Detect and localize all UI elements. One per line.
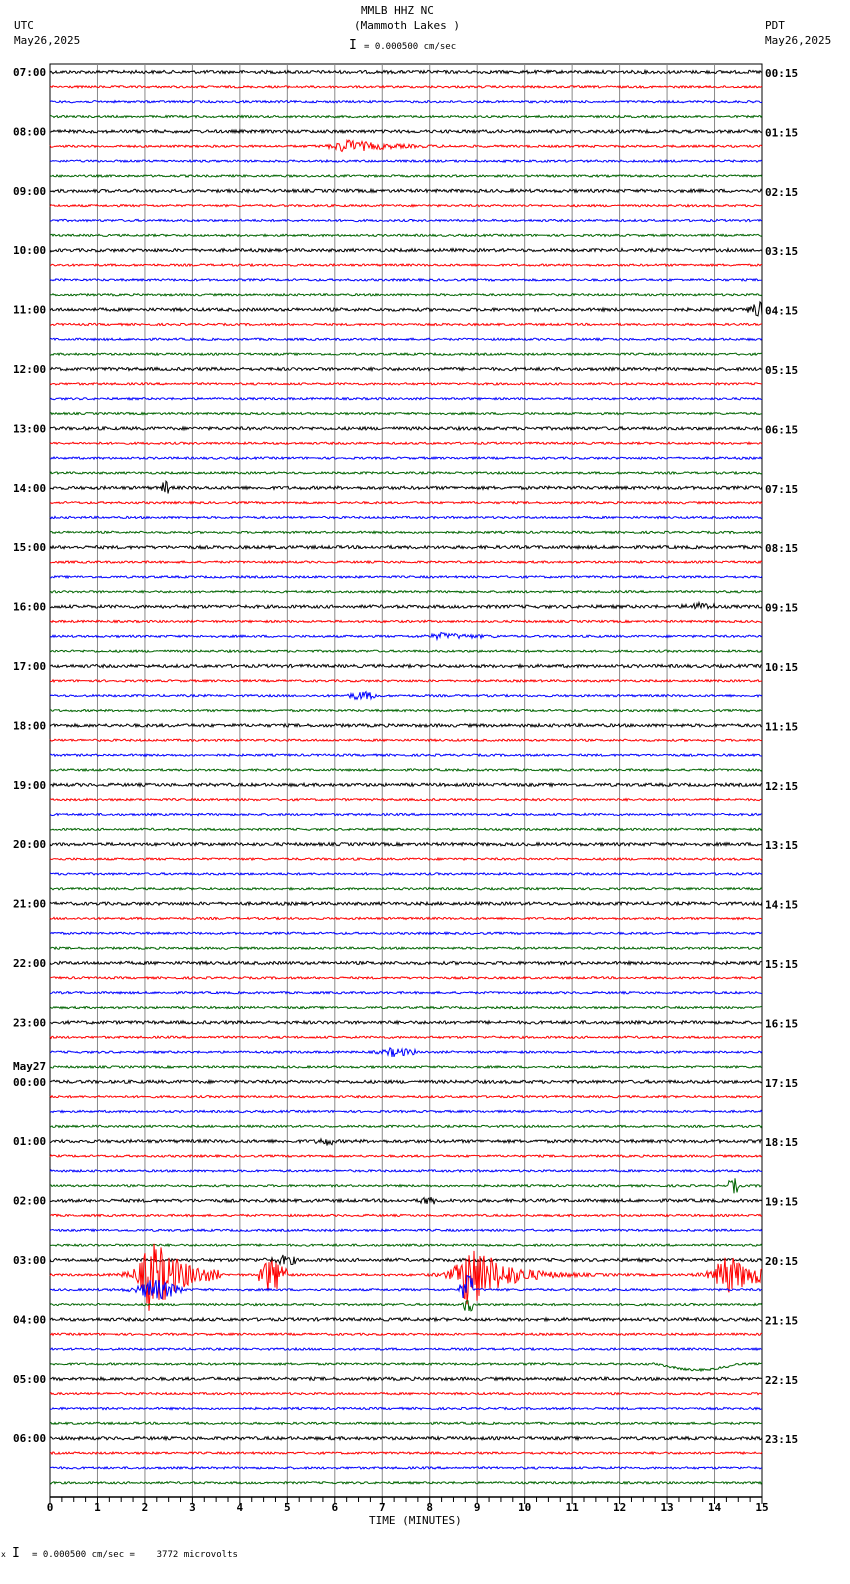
trace-line (50, 992, 762, 994)
trace-line (50, 1110, 762, 1112)
trace-line (50, 338, 762, 340)
pdt-hour-label: 06:15 (765, 423, 799, 437)
date-change-label: May27 (13, 1059, 47, 1073)
trace-line (50, 888, 762, 890)
trace-line (50, 873, 762, 875)
trace-line (50, 1318, 762, 1321)
trace-line (50, 502, 762, 504)
utc-hour-label: 17:00 (13, 660, 47, 673)
trace-line (50, 1139, 762, 1146)
x-tick-label: 2 (141, 1501, 149, 1514)
trace-line (50, 664, 762, 667)
trace-line (50, 1170, 762, 1172)
utc-hour-label: 05:00 (13, 1372, 47, 1386)
trace-line (50, 1333, 762, 1335)
utc-hour-label: 03:00 (13, 1254, 47, 1267)
pdt-hour-label: 10:15 (765, 661, 799, 674)
x-tick-label: 8 (426, 1501, 434, 1514)
trace-line (50, 739, 762, 741)
trace-line (50, 1096, 762, 1098)
trace-line (50, 576, 762, 578)
trace-line (50, 620, 762, 622)
station-title: MMLB HHZ NC (361, 4, 434, 17)
trace-line (50, 902, 762, 905)
trace-line (50, 932, 762, 934)
utc-hour-label: 00:00 (13, 1075, 47, 1089)
x-tick-label: 7 (378, 1501, 386, 1514)
trace-line (50, 1244, 762, 1246)
trace-line (50, 1048, 762, 1057)
trace-line (50, 531, 762, 533)
trace-line (50, 1363, 762, 1371)
trace-line (50, 457, 762, 459)
x-tick-label: 14 (707, 1501, 722, 1514)
trace-line (50, 279, 762, 281)
trace-line (50, 828, 762, 830)
trace-line (50, 205, 762, 207)
utc-hour-label: 13:00 (13, 422, 47, 436)
pdt-hour-label: 22:15 (765, 1373, 799, 1387)
x-axis-label: TIME (MINUTES) (369, 1514, 462, 1527)
trace-line (50, 302, 762, 316)
utc-hour-label: 18:00 (13, 719, 47, 733)
trace-line (50, 472, 762, 474)
trace-line (50, 427, 762, 430)
trace-line (50, 1229, 762, 1231)
trace-line (50, 1066, 762, 1068)
trace-line (50, 383, 762, 385)
utc-hour-label: 19:00 (13, 778, 47, 792)
pdt-hour-label: 02:15 (765, 185, 799, 199)
x-tick-label: 12 (612, 1501, 627, 1514)
trace-line (50, 1452, 762, 1454)
trace-line (50, 1467, 762, 1469)
trace-line (50, 234, 762, 236)
trace-line (50, 130, 762, 133)
x-tick-label: 6 (331, 1501, 339, 1514)
footer-marker-icon: x (1, 1550, 6, 1559)
pdt-hour-label: 23:15 (765, 1433, 799, 1447)
trace-line (50, 1080, 762, 1083)
trace-line (50, 249, 762, 252)
trace-line (50, 1301, 762, 1311)
trace-line (50, 101, 762, 103)
utc-hour-label: 22:00 (13, 957, 47, 970)
trace-line (50, 1422, 762, 1424)
trace-line (50, 323, 762, 325)
pdt-hour-label: 20:15 (765, 1255, 799, 1268)
trace-line (50, 1377, 762, 1380)
trace-line (50, 398, 762, 400)
trace-line (50, 1197, 762, 1204)
footer-scale-text: = 0.000500 cm/sec = 3772 microvolts (32, 1550, 238, 1560)
utc-hour-label: 21:00 (13, 897, 47, 911)
pdt-hour-label: 11:15 (765, 720, 799, 734)
utc-hour-label: 10:00 (13, 244, 47, 258)
trace-line (50, 692, 762, 700)
trace-line (50, 961, 762, 964)
trace-line (50, 516, 762, 518)
trace-line (50, 1021, 762, 1024)
trace-line (50, 650, 762, 652)
utc-hour-label: 15:00 (13, 541, 47, 555)
trace-line (50, 754, 762, 756)
left-timezone: UTC (14, 19, 34, 32)
right-date: May26,2025 (765, 34, 832, 47)
trace-line (50, 1244, 762, 1311)
trace-line (50, 413, 762, 415)
x-tick-label: 10 (518, 1501, 532, 1514)
utc-hour-label: 12:00 (13, 363, 47, 376)
trace-line (50, 724, 762, 727)
utc-hour-label: 04:00 (13, 1313, 47, 1327)
trace-line (50, 917, 762, 919)
trace-line (50, 367, 762, 370)
pdt-hour-label: 12:15 (765, 779, 799, 793)
pdt-hour-label: 18:15 (765, 1136, 799, 1150)
utc-hour-label: 02:00 (13, 1194, 47, 1208)
utc-hour-label: 08:00 (13, 125, 47, 139)
trace-line (50, 160, 762, 162)
trace-line (50, 1407, 762, 1409)
x-tick-label: 15 (755, 1501, 769, 1514)
right-timezone: PDT (765, 19, 785, 32)
trace-line (50, 70, 762, 73)
pdt-hour-label: 04:15 (765, 304, 799, 318)
utc-hour-label: 01:00 (13, 1135, 47, 1149)
trace-line (50, 1155, 762, 1157)
trace-line (50, 591, 762, 593)
pdt-hour-label: 21:15 (765, 1314, 799, 1328)
trace-line (50, 799, 762, 801)
pdt-hour-label: 14:15 (765, 898, 799, 912)
trace-line (50, 189, 762, 192)
pdt-hour-label: 05:15 (765, 364, 799, 377)
pdt-hour-label: 19:15 (765, 1195, 799, 1209)
trace-line (50, 546, 762, 549)
trace-line (50, 1393, 762, 1395)
trace-line (50, 294, 762, 296)
trace-line (50, 116, 762, 118)
trace-line (50, 353, 762, 355)
trace-line (50, 1276, 762, 1299)
x-tick-label: 5 (284, 1501, 291, 1514)
trace-line (50, 1178, 762, 1193)
x-tick-label: 13 (660, 1501, 674, 1514)
x-tick-label: 4 (236, 1501, 244, 1514)
utc-hour-label: 16:00 (13, 600, 47, 614)
utc-hour-label: 11:00 (13, 303, 47, 317)
trace-line (50, 603, 762, 609)
trace-line (50, 1036, 762, 1038)
utc-hour-label: 09:00 (13, 184, 47, 198)
trace-line (50, 858, 762, 860)
trace-line (50, 175, 762, 177)
trace-line (50, 633, 762, 640)
trace-line (50, 86, 762, 88)
trace-line (50, 710, 762, 712)
left-date: May26,2025 (14, 34, 81, 47)
trace-line (50, 442, 762, 444)
trace-line (50, 680, 762, 682)
pdt-hour-label: 17:15 (765, 1076, 799, 1090)
location-title: (Mammoth Lakes ) (354, 19, 460, 32)
trace-line (50, 1482, 762, 1484)
pdt-hour-label: 08:15 (765, 542, 799, 556)
trace-line (50, 769, 762, 771)
pdt-hour-label: 09:15 (765, 601, 799, 615)
pdt-hour-label: 16:15 (765, 1017, 799, 1031)
pdt-hour-label: 00:15 (765, 67, 799, 80)
pdt-hour-label: 13:15 (765, 839, 799, 853)
utc-hour-label: 23:00 (13, 1016, 47, 1030)
pdt-hour-label: 15:15 (765, 958, 799, 971)
pdt-hour-label: 03:15 (765, 245, 799, 259)
trace-line (50, 783, 762, 786)
trace-line (50, 1125, 762, 1127)
utc-hour-label: 07:00 (13, 66, 47, 79)
utc-hour-label: 06:00 (13, 1432, 47, 1446)
trace-line (50, 1437, 762, 1440)
footer-scale-bar-icon: I (12, 1546, 20, 1561)
trace-line (50, 1007, 762, 1009)
x-tick-label: 1 (94, 1501, 101, 1514)
x-tick-label: 0 (46, 1501, 54, 1514)
trace-line (50, 561, 762, 563)
trace-line (50, 1348, 762, 1350)
trace-line (50, 219, 762, 221)
trace-line (50, 264, 762, 266)
pdt-hour-label: 07:15 (765, 482, 799, 496)
trace-line (50, 947, 762, 949)
x-tick-label: 9 (473, 1501, 481, 1514)
utc-hour-label: 14:00 (13, 481, 47, 495)
pdt-hour-label: 01:15 (765, 126, 799, 140)
trace-line (50, 481, 762, 493)
trace-line (50, 140, 762, 151)
trace-line (50, 977, 762, 979)
trace-line (50, 843, 762, 846)
x-tick-label: 3 (189, 1501, 196, 1514)
trace-line (50, 1214, 762, 1216)
x-tick-label: 11 (565, 1501, 579, 1514)
utc-hour-label: 20:00 (13, 838, 47, 852)
scale-text: = 0.000500 cm/sec (364, 42, 457, 52)
trace-line (50, 813, 762, 815)
scale-bar-icon: I (349, 38, 357, 53)
